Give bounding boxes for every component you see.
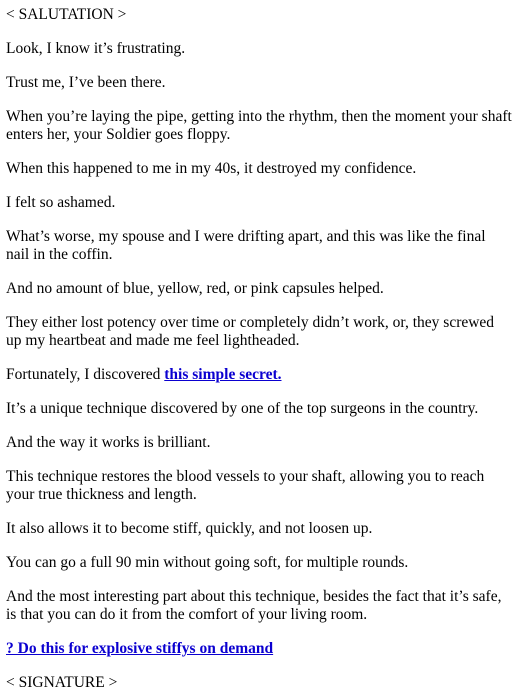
paragraph-brilliant: And the way it works is brilliant. xyxy=(6,434,211,451)
salutation-placeholder: < SALUTATION > xyxy=(6,6,127,23)
paragraph-side-effects: They either lost potency over time or completely didn’t work, or, they screwed up my heartbeat and made me feel lightheaded. xyxy=(6,314,495,349)
paragraph-cta xyxy=(6,640,512,658)
paragraph-problem: When you’re laying the pipe, getting into the rhythm, then the moment your shaft enters her, your Soldier goes floppy. xyxy=(6,108,512,143)
paragraph-ashamed: I felt so ashamed. xyxy=(6,194,116,211)
secret-link[interactable]: this simple secret. xyxy=(164,366,282,383)
paragraph-technique: It’s a unique technique discovered by one of the top surgeons in the country. xyxy=(6,400,479,417)
paragraph-spouse: What’s worse, my spouse and I were drifting apart, and this was like the final nail in the coffin. xyxy=(6,228,486,263)
paragraph-confidence: When this happened to me in my 40s, it destroyed my confidence. xyxy=(6,160,417,177)
paragraph-restores: This technique restores the blood vessels to your shaft, allowing you to reach your true thickness and length. xyxy=(6,468,485,503)
paragraph-stiff: It also allows it to become stiff, quickly, and not loosen up. xyxy=(6,520,373,537)
cta-link[interactable]: ? Do this for explosive stiffys on demand xyxy=(6,640,274,657)
signature-placeholder: < SIGNATURE > xyxy=(6,674,118,691)
secret-prefix-text: Fortunately, I discovered xyxy=(6,366,165,383)
paragraph-frustrating: Look, I know it’s frustrating. xyxy=(6,40,186,57)
paragraph-secret xyxy=(6,366,512,384)
paragraph-living-room: And the most interesting part about this technique, besides the fact that it’s safe, is that you can do it from the comfort of your living room. xyxy=(6,588,502,623)
paragraph-90-min: You can go a full 90 min without going soft, for multiple rounds. xyxy=(6,554,409,571)
paragraph-capsules: And no amount of blue, yellow, red, or pink capsules helped. xyxy=(6,280,384,297)
paragraph-been-there: Trust me, I’ve been there. xyxy=(6,74,166,91)
